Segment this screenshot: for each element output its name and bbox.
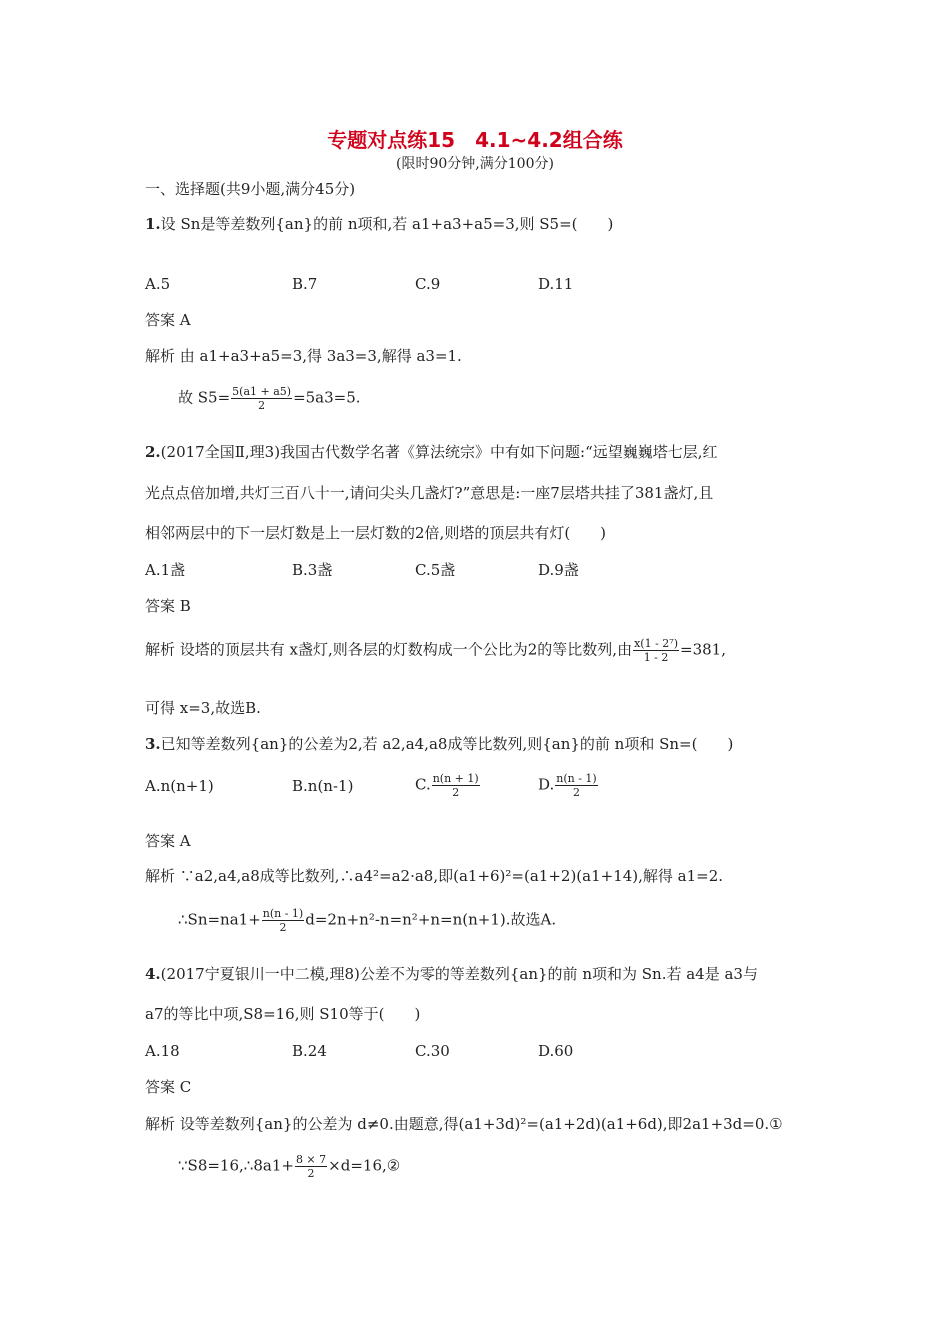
answer: 答案 A — [145, 311, 191, 329]
fraction-numerator: n(n - 1) — [262, 907, 304, 920]
question-number: 1. — [145, 215, 161, 233]
page-title: 专题对点练15 4.1~4.2组合练 — [327, 128, 623, 152]
fraction-denominator: 2 — [452, 786, 460, 799]
question-number: 3. — [145, 735, 161, 753]
question-number: 2. — [145, 443, 161, 461]
option-d: D.11 — [538, 275, 574, 293]
option-b: B.7 — [292, 275, 318, 293]
option-b: B.n(n-1) — [292, 777, 354, 795]
analysis: 解析 ∵a2,a4,a8成等比数列,∴a4²=a2·a8,即(a1+6)²=(a1+2)(a1+14),解得 a1=2. — [145, 867, 724, 885]
question-text: 已知等差数列{an}的公差为2,若 a2,a4,a8成等比数列,则{an}的前 n项和 Sn=( ) — [160, 735, 734, 753]
option-d: D.60 — [538, 1042, 574, 1060]
option-label: C. — [415, 775, 431, 794]
formula-text: =5a3=5. — [293, 388, 361, 407]
option-a: A.n(n+1) — [145, 777, 214, 795]
option-c: C.9 — [415, 275, 441, 293]
question-1 — [145, 213, 613, 235]
analysis — [145, 637, 726, 664]
question-2 — [145, 441, 718, 463]
analysis-formula — [178, 1153, 400, 1180]
question-text: (2017宁夏银川一中二模,理8)公差不为零的等差数列{an}的前 n项和为 Sn.若 a4是 a3与 — [160, 965, 758, 983]
fraction — [432, 772, 480, 799]
option-d: D.9盏 — [538, 561, 579, 579]
option-a: A.5 — [145, 275, 171, 293]
fraction-numerator: 8 × 7 — [295, 1153, 327, 1166]
analysis-formula — [178, 385, 361, 412]
option-c — [415, 772, 481, 799]
option-b: B.3盏 — [292, 561, 333, 579]
analysis: 解析 设等差数列{an}的公差为 d≠0.由题意,得(a1+3d)²=(a1+2d)(a1+6d),即2a1+3d=0.① — [145, 1115, 783, 1133]
fraction — [633, 637, 679, 664]
formula-text: d=2n+n²-n=n²+n=n(n+1).故选A. — [305, 910, 557, 929]
answer: 答案 A — [145, 832, 191, 850]
analysis-formula — [178, 907, 556, 934]
question-number: 4. — [145, 965, 161, 983]
fraction-denominator: 2 — [258, 399, 266, 412]
analysis-text: =381, — [680, 640, 726, 659]
fraction — [262, 907, 304, 934]
fraction-numerator: x(1 - 2⁷) — [634, 637, 678, 650]
option-b: B.24 — [292, 1042, 327, 1060]
fraction-numerator: 5(a1 + a5) — [232, 385, 292, 398]
question-text: (2017全国Ⅱ,理3)我国古代数学名著《算法统宗》中有如下问题:“远望巍巍塔七层,红 — [160, 443, 718, 461]
answer: 答案 C — [145, 1078, 192, 1096]
analysis-conclusion: 可得 x=3,故选B. — [145, 699, 261, 717]
formula-text: ×d=16,② — [328, 1156, 401, 1175]
answer: 答案 B — [145, 597, 191, 615]
option-d — [538, 772, 599, 799]
option-a: A.1盏 — [145, 561, 186, 579]
option-label: D. — [538, 775, 555, 794]
fraction-numerator: n(n - 1) — [556, 772, 597, 785]
question-text-line: 相邻两层中的下一层灯数是上一层灯数的2倍,则塔的顶层共有灯( ) — [145, 524, 607, 542]
fraction-numerator: n(n + 1) — [432, 772, 479, 785]
formula-text: 故 S5= — [178, 388, 231, 407]
fraction-denominator: 1 - 2 — [643, 651, 669, 664]
fraction-denominator: 2 — [307, 1167, 315, 1180]
question-4 — [145, 963, 758, 985]
formula-text: ∵S8=16,∴8a1+ — [178, 1156, 294, 1175]
analysis-text: 解析 设塔的顶层共有 x盏灯,则各层的灯数构成一个公比为2的等比数列,由 — [145, 640, 633, 659]
section-heading: 一、选择题(共9小题,满分45分) — [145, 180, 356, 198]
analysis: 解析 由 a1+a3+a5=3,得 3a3=3,解得 a3=1. — [145, 347, 462, 365]
fraction — [295, 1153, 327, 1180]
question-text-line: a7的等比中项,S8=16,则 S10等于( ) — [145, 1005, 421, 1023]
question-text-line: 光点点倍加增,共灯三百八十一,请问尖头几盏灯?”意思是:一座7层塔共挂了381盏灯,且 — [145, 484, 714, 502]
question-text: 设 Sn是等差数列{an}的前 n项和,若 a1+a3+a5=3,则 S5=( ) — [160, 215, 614, 233]
option-a: A.18 — [145, 1042, 180, 1060]
fraction — [555, 772, 597, 799]
page-subtitle: (限时90分钟,满分100分) — [396, 156, 554, 172]
option-c: C.5盏 — [415, 561, 456, 579]
option-c: C.30 — [415, 1042, 450, 1060]
question-3 — [145, 733, 733, 755]
fraction-denominator: 2 — [279, 921, 287, 934]
fraction-denominator: 2 — [573, 786, 580, 799]
formula-text: ∴Sn=na1+ — [178, 910, 261, 929]
fraction — [231, 385, 292, 412]
